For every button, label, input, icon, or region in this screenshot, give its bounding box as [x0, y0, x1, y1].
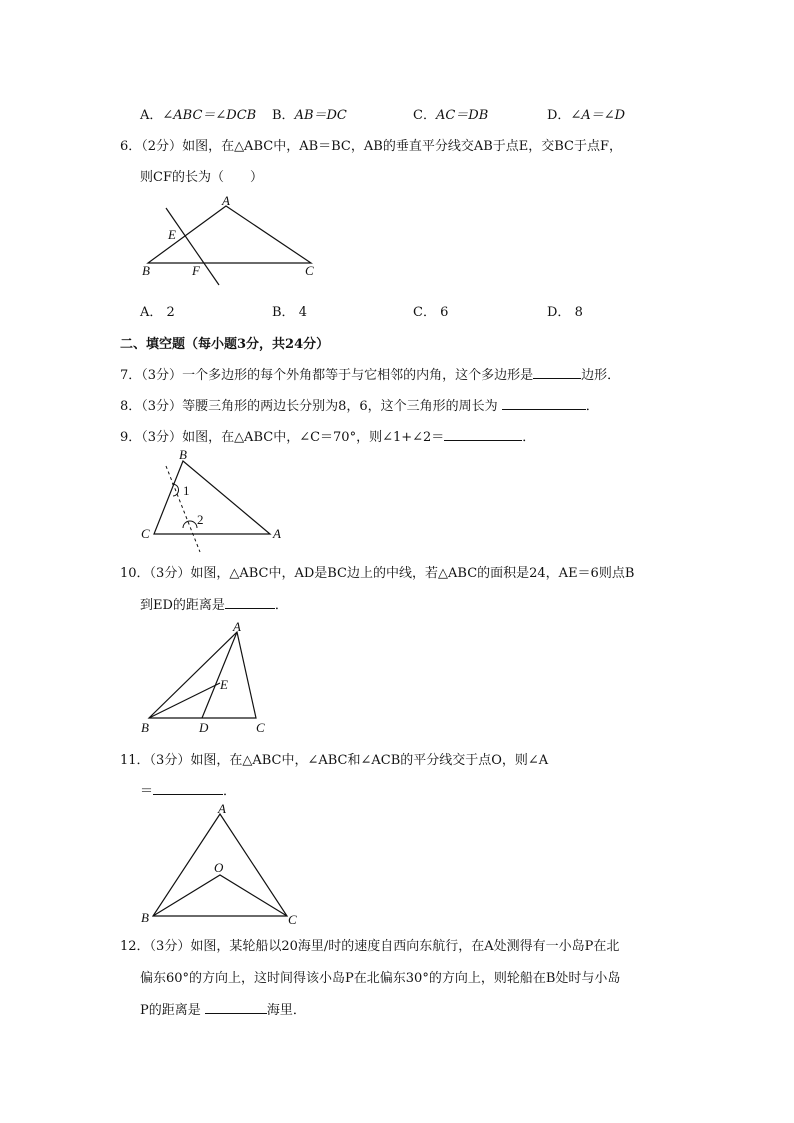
- q6-label-c: C: [305, 263, 314, 278]
- q11-label-o: O: [214, 860, 224, 875]
- q11-label-b: B: [141, 910, 149, 925]
- q9-figure: [136, 448, 296, 556]
- q9-label-2: 2: [197, 512, 204, 527]
- q6-option-c[interactable]: C． 6: [413, 305, 449, 320]
- q11-label-c: C: [288, 912, 297, 927]
- q11-answer-blank[interactable]: [153, 780, 223, 795]
- q5-option-b[interactable]: B．AB＝DC: [272, 108, 347, 123]
- q10-label-b: B: [141, 720, 149, 735]
- q6-line1: 6．（2分）如图，在△ABC中，AB＝BC，AB的垂直平分线交AB于点E，交BC于点F，: [120, 139, 623, 154]
- q9-label-1: 1: [183, 483, 190, 498]
- q5-option-d[interactable]: D．∠A＝∠D: [547, 108, 626, 123]
- q6-option-a[interactable]: A． 2: [140, 305, 175, 320]
- q5-option-c[interactable]: C．AC＝DB: [413, 108, 489, 123]
- q9-label-b: B: [179, 448, 187, 462]
- q12-answer-blank[interactable]: [205, 999, 267, 1014]
- q11-figure: [136, 800, 306, 930]
- q9-answer-blank[interactable]: [444, 426, 522, 441]
- q10-label-e: E: [220, 677, 228, 692]
- q9-label-c: C: [141, 526, 150, 541]
- q6-option-d[interactable]: D． 8: [547, 305, 583, 320]
- q6-option-b[interactable]: B． 4: [272, 305, 307, 320]
- q8: 8．（3分）等腰三角形的两边长分别为8，6，这个三角形的周长为 ．: [120, 395, 599, 414]
- q10-figure: [136, 618, 286, 738]
- q6-line2: 则CF的长为（ ）: [140, 170, 263, 185]
- q7-answer-blank[interactable]: [533, 364, 581, 379]
- q6-label-f: F: [192, 263, 200, 278]
- q6-label-a: A: [222, 193, 230, 208]
- q8-answer-blank[interactable]: [502, 395, 586, 410]
- q6-label-b: B: [142, 263, 150, 278]
- q10-line2: 到ED的距离是 ．: [140, 594, 288, 613]
- q10-answer-blank[interactable]: [225, 594, 275, 609]
- q10-label-a: A: [233, 619, 241, 634]
- q6-figure: [136, 192, 336, 292]
- q6-label-e: E: [168, 227, 176, 242]
- q12-line2: 偏东60°的方向上，这时间得该小岛P在北偏东30°的方向上，则轮船在B处时与小岛: [140, 971, 621, 986]
- q10-line1: 10．（3分）如图，△ABC中，AD是BC边上的中线，若△ABC的面积是24，AE＝6则点B: [120, 566, 635, 581]
- q5-option-a[interactable]: A．∠ABC＝∠DCB: [140, 108, 257, 123]
- q7: 7．（3分）一个多边形的每个外角都等于与它相邻的内角，这个多边形是 边形．: [120, 364, 620, 383]
- q12-line3: P的距离是 海里．: [140, 999, 306, 1018]
- q10-label-c: C: [256, 720, 265, 735]
- q9: 9．（3分）如图，在△ABC中，∠C＝70°，则∠1+∠2＝ ．: [120, 426, 535, 445]
- section-2-title: 二、填空题（每小题3分，共24分）: [120, 337, 330, 352]
- q12-line1: 12．（3分）如图，某轮船以20海里/时的速度自西向东航行，在A处测得有一小岛P在北: [120, 939, 620, 954]
- q11-label-a: A: [218, 801, 226, 816]
- q10-label-d: D: [199, 720, 209, 735]
- q11-line2: ＝ ．: [140, 780, 236, 799]
- q11-line1: 11．（3分）如图，在△ABC中，∠ABC和∠ACB的平分线交于点O，则∠A: [120, 753, 549, 768]
- q9-label-a: A: [273, 526, 281, 541]
